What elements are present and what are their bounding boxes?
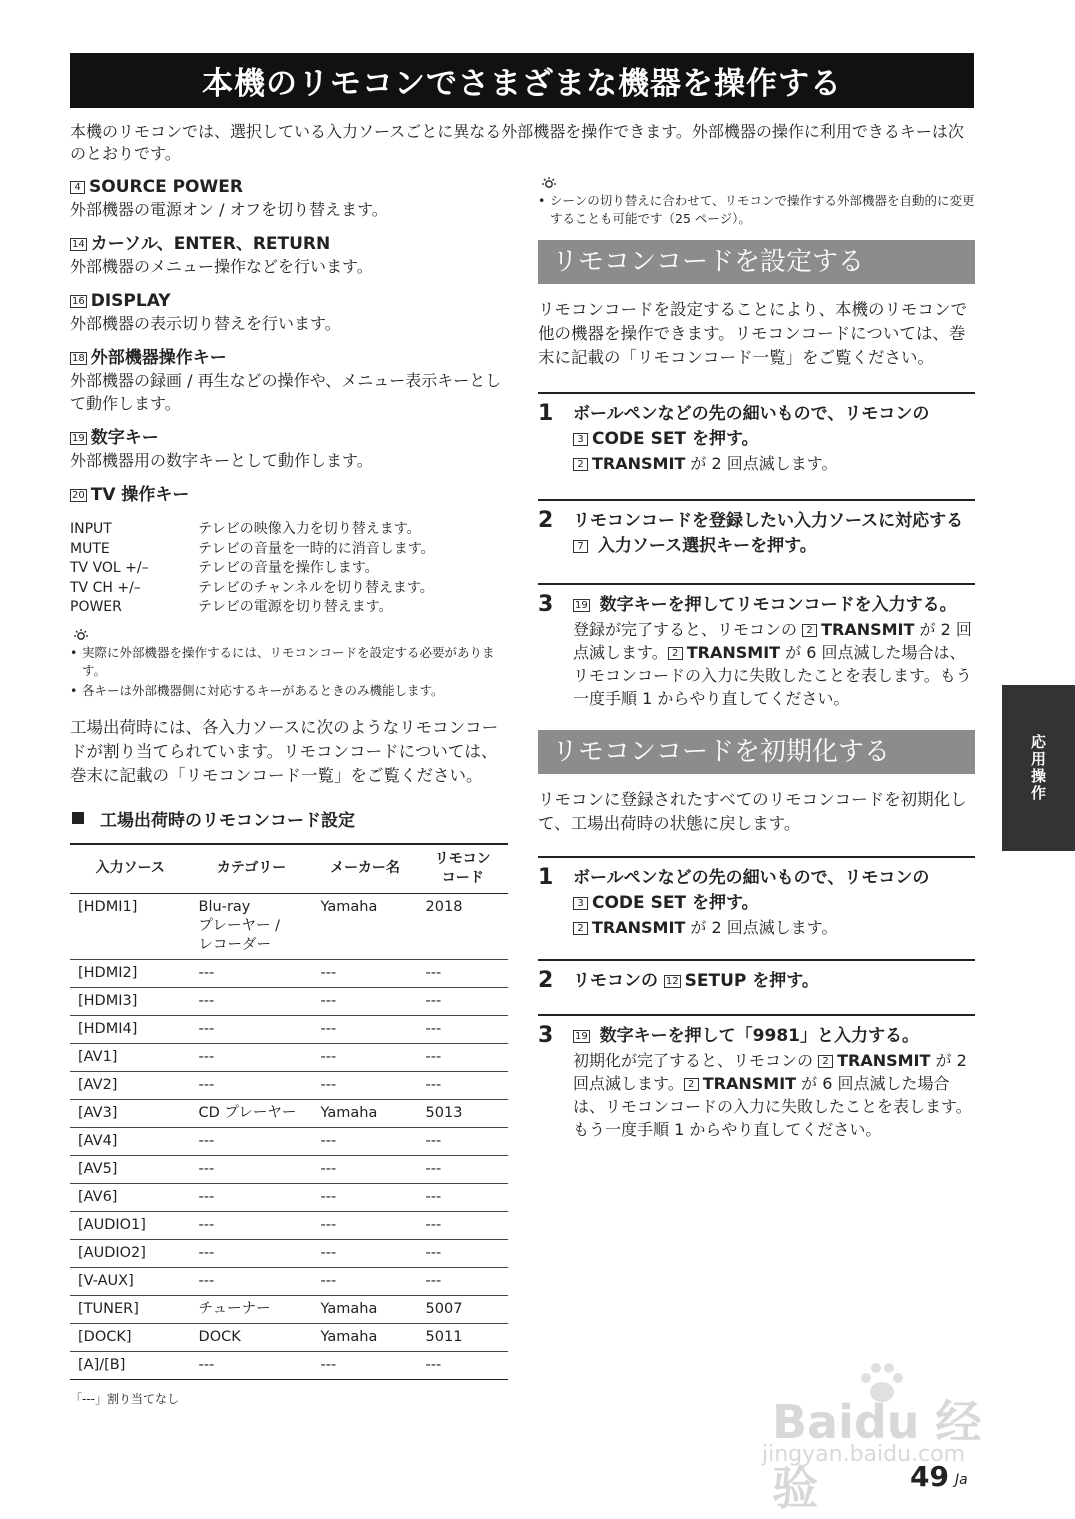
page-number: 49 xyxy=(910,1460,949,1493)
lightbulb-hint-icon xyxy=(540,176,558,190)
table-cell: --- xyxy=(418,1127,508,1155)
table-cell: --- xyxy=(313,987,418,1015)
watermark-text: Baidu 经验 xyxy=(772,1395,982,1515)
key-number-icon: 2 xyxy=(818,1055,833,1068)
tv-key-name: TV CH +/– xyxy=(70,579,141,596)
step-number: 2 xyxy=(538,968,554,993)
table-cell: --- xyxy=(418,1071,508,1099)
table-body xyxy=(70,893,508,1379)
table-note: 「---」割り当てなし xyxy=(70,1391,179,1406)
key-heading xyxy=(70,427,510,449)
table-cell: --- xyxy=(313,1015,418,1043)
table-row xyxy=(70,1155,508,1183)
table-cell: --- xyxy=(313,1155,418,1183)
table-cell: --- xyxy=(418,1183,508,1211)
table-header-cell: 入力ソース xyxy=(70,844,191,894)
step xyxy=(538,959,975,994)
key-number-icon: 2 xyxy=(668,647,683,660)
section-heading-reset: リモコンコードを初期化する xyxy=(538,730,975,774)
table-header-row xyxy=(70,844,508,894)
table-cell: [AV4] xyxy=(70,1127,191,1155)
table-cell: 5011 xyxy=(418,1323,508,1351)
square-bullet-icon xyxy=(72,812,84,824)
table-row xyxy=(70,1099,508,1127)
step-title: 19 数字キーを押してリモコンコードを入力する。 xyxy=(575,595,957,615)
table-row xyxy=(70,1323,508,1351)
key-number-icon: 7 xyxy=(573,540,588,553)
key-label: TV 操作キー xyxy=(90,485,190,505)
tv-key-desc: テレビの音量を操作します。 xyxy=(198,560,379,576)
key-label: カーソル、ENTER、RETURN xyxy=(90,234,331,254)
key-label: 数字キー xyxy=(90,428,159,448)
table-cell: --- xyxy=(191,1267,313,1295)
table-row xyxy=(70,1043,508,1071)
key-heading xyxy=(70,176,510,198)
table-cell: --- xyxy=(191,1015,313,1043)
table-cell: --- xyxy=(191,1043,313,1071)
table-row xyxy=(70,959,508,987)
lightbulb-hint-icon xyxy=(72,628,90,642)
table-cell: 5013 xyxy=(418,1099,508,1127)
side-tab-label: 応用操作 xyxy=(1029,734,1047,802)
table-cell: --- xyxy=(418,1015,508,1043)
step-description: 登録が完了すると、リモコンの 2 TRANSMIT が 2 回点滅します。 2 TRANSMIT が 6 回点滅した場合は、リモコンコードの入力に失敗したことを表します。もう一度手順 1 からやり直してください。 xyxy=(573,620,972,708)
key-heading xyxy=(70,233,510,255)
key-item xyxy=(70,290,510,335)
table-header-cell: カテゴリー xyxy=(191,844,313,894)
key-number-icon: 20 xyxy=(72,490,85,501)
table-cell: [AV6] xyxy=(70,1183,191,1211)
page-title: 本機のリモコンでさまざまな機器を操作する xyxy=(70,53,974,108)
table-cell: --- xyxy=(418,987,508,1015)
table-cell: Yamaha xyxy=(313,1323,418,1351)
step-title: 19 数字キーを押して「9981」と入力する。 xyxy=(575,1026,919,1046)
key-number-icon: 2 xyxy=(573,922,588,935)
key-number-icon: 2 xyxy=(573,458,588,471)
table-cell: --- xyxy=(191,1127,313,1155)
table-heading-text: 工場出荷時のリモコンコード設定 xyxy=(100,810,355,831)
table-cell: [AV1] xyxy=(70,1043,191,1071)
table-cell: [AV5] xyxy=(70,1155,191,1183)
table-cell: --- xyxy=(418,1155,508,1183)
table-cell: --- xyxy=(191,1155,313,1183)
step xyxy=(538,583,975,710)
step-number: 2 xyxy=(538,508,554,533)
key-number-icon: 3 xyxy=(573,897,588,910)
factory-paragraph: 工場出荷時には、各入力ソースに次のようなリモコンコードが割り当てられています。リモコンコードについては、巻末に記載の「リモコンコード一覧」をご覧ください。 xyxy=(70,717,499,785)
key-number-icon: 12 xyxy=(665,976,679,987)
table-cell: [DOCK] xyxy=(70,1323,191,1351)
table-row xyxy=(70,893,508,959)
table-cell: 5007 xyxy=(418,1295,508,1323)
table-row xyxy=(70,1015,508,1043)
table-cell: [AUDIO1] xyxy=(70,1211,191,1239)
tv-key-desc: テレビのチャンネルを切り替えます。 xyxy=(198,579,434,596)
table-cell: --- xyxy=(191,1239,313,1267)
key-heading xyxy=(70,290,510,312)
key-item xyxy=(70,427,510,472)
key-number-icon: 19 xyxy=(575,1031,588,1042)
step-title: ボールペンなどの先の細いもので、リモコンの 3 CODE SET を押す。 xyxy=(573,868,930,913)
table-cell: --- xyxy=(418,959,508,987)
hint-list xyxy=(70,644,510,700)
table-cell: --- xyxy=(191,1183,313,1211)
tv-key-desc: テレビの音量を一時的に消音します。 xyxy=(198,540,435,557)
side-tab xyxy=(1002,685,1075,851)
table-header-cell: リモコン コード xyxy=(418,844,508,894)
tv-key-row xyxy=(70,540,510,560)
tv-key-row xyxy=(70,520,510,540)
step-number: 1 xyxy=(538,401,554,426)
table-cell: --- xyxy=(418,1351,508,1379)
table-cell: --- xyxy=(313,1267,418,1295)
key-label: SOURCE POWER xyxy=(89,177,243,197)
key-item xyxy=(70,347,510,415)
table-row xyxy=(70,1183,508,1211)
table-cell: [V-AUX] xyxy=(70,1267,191,1295)
table-cell: チューナー xyxy=(191,1295,313,1323)
step-description: 2 TRANSMIT が 2 回点滅します。 xyxy=(573,916,975,939)
table-cell: --- xyxy=(313,1043,418,1071)
table-cell: [HDMI2] xyxy=(70,959,191,987)
key-heading xyxy=(70,347,510,369)
step xyxy=(538,392,975,475)
key-number-icon: 14 xyxy=(72,239,85,250)
hint-item: • 実際に外部機器を操作するには、リモコンコードを設定する必要があります。 xyxy=(70,644,510,680)
right-column xyxy=(538,176,975,1141)
table-cell: --- xyxy=(313,959,418,987)
table-cell: --- xyxy=(313,1351,418,1379)
hint-item: • 各キーは外部機器側に対応するキーがあるときのみ機能します。 xyxy=(70,682,510,700)
key-heading xyxy=(70,484,510,506)
table-cell: --- xyxy=(313,1183,418,1211)
hint-item: • シーンの切り替えに合わせて、リモコンで操作する外部機器を自動的に変更することも可能です（25 ページ）。 xyxy=(538,192,975,228)
key-item xyxy=(70,176,510,221)
step-number: 1 xyxy=(538,865,554,890)
remote-code-table xyxy=(70,843,508,1380)
tv-key-name: INPUT xyxy=(70,521,112,537)
table-cell: --- xyxy=(191,1211,313,1239)
table-cell: --- xyxy=(191,959,313,987)
table-cell: --- xyxy=(313,1239,418,1267)
key-number-icon: 16 xyxy=(72,296,85,307)
section-paragraph: リモコンに登録されたすべてのリモコンコードを初期化して、工場出荷時の状態に戻します。 xyxy=(538,790,967,833)
table-cell: Yamaha xyxy=(313,893,418,959)
table-cell: --- xyxy=(313,1211,418,1239)
table-cell: --- xyxy=(418,1239,508,1267)
section-heading-set: リモコンコードを設定する xyxy=(538,240,975,284)
key-item xyxy=(70,233,510,278)
table-cell: 2018 xyxy=(418,893,508,959)
key-number-icon: 3 xyxy=(573,433,588,446)
page-language: Ja xyxy=(955,1472,968,1488)
table-row xyxy=(70,987,508,1015)
key-description: 外部機器の録画 / 再生などの操作や、メニュー表示キーとして動作します。 xyxy=(70,371,502,413)
step-description: 2 TRANSMIT が 2 回点滅します。 xyxy=(573,452,975,475)
step-title: ボールペンなどの先の細いもので、リモコンの 3 CODE SET を押す。 xyxy=(573,404,930,449)
step xyxy=(538,1014,975,1141)
table-row xyxy=(70,1211,508,1239)
key-description: 外部機器のメニュー操作などを行います。 xyxy=(70,257,373,276)
table-cell: --- xyxy=(191,1351,313,1379)
table-row xyxy=(70,1239,508,1267)
key-number-icon: 18 xyxy=(72,353,85,364)
table-heading xyxy=(70,806,510,831)
table-cell: [AV3] xyxy=(70,1099,191,1127)
tv-key-name: TV VOL +/– xyxy=(70,560,149,576)
tv-key-desc: テレビの電源を切り替えます。 xyxy=(198,599,393,615)
key-label: DISPLAY xyxy=(90,291,171,311)
intro-text: 本機のリモコンでは、選択している入力ソースごとに異なる外部機器を操作できます。外部機器の操作に利用できるキーは次のとおりです。 xyxy=(70,122,964,163)
tv-key-name: POWER xyxy=(70,599,122,615)
table-row xyxy=(70,1267,508,1295)
hint-list xyxy=(538,192,975,228)
table-cell: --- xyxy=(313,1127,418,1155)
watermark-url: jingyan.baidu.com xyxy=(762,1442,966,1467)
key-description: 外部機器の電源オン / オフを切り替えます。 xyxy=(70,200,388,219)
table-cell: --- xyxy=(418,1043,508,1071)
key-number-icon: 2 xyxy=(684,1078,699,1091)
table-cell: Blu-ray プレーヤー / レコーダー xyxy=(191,893,313,959)
table-cell: [A]/[B] xyxy=(70,1351,191,1379)
table-cell: [TUNER] xyxy=(70,1295,191,1323)
table-cell: [HDMI3] xyxy=(70,987,191,1015)
section-paragraph: リモコンコードを設定することにより、本機のリモコンで他の機器を操作できます。リモコンコードについては、巻末に記載の「リモコンコード一覧」をご覧ください。 xyxy=(538,300,967,367)
table-cell: DOCK xyxy=(191,1323,313,1351)
tv-key-desc: テレビの映像入力を切り替えます。 xyxy=(198,521,421,537)
key-number-icon: 2 xyxy=(802,624,817,637)
step xyxy=(538,856,975,939)
tv-key-name: MUTE xyxy=(70,540,110,557)
step-title: リモコンコードを登録したい入力ソースに対応する 7 入力ソース選択キーを押す。 xyxy=(573,511,964,556)
table-row xyxy=(70,1295,508,1323)
table-cell: --- xyxy=(418,1211,508,1239)
tv-key-row xyxy=(70,559,510,579)
key-description: 外部機器の表示切り替えを行います。 xyxy=(70,314,341,333)
table-header-cell: メーカー名 xyxy=(313,844,418,894)
key-label: 外部機器操作キー xyxy=(90,348,227,368)
step-description: 初期化が完了すると、リモコンの 2 TRANSMIT が 2 回点滅します。 2 TRANSMIT が 6 回点滅した場合は、リモコンコードの入力に失敗したことを表します。もう一度手順 1 からやり直してください。 xyxy=(573,1051,972,1139)
key-number-icon: 19 xyxy=(72,433,85,444)
key-number-icon: 19 xyxy=(575,600,588,611)
key-item xyxy=(70,484,510,506)
tv-key-row xyxy=(70,579,510,599)
step-number: 3 xyxy=(538,592,554,617)
step xyxy=(538,499,975,559)
table-cell: [HDMI1] xyxy=(70,893,191,959)
table-cell: [AV2] xyxy=(70,1071,191,1099)
left-column xyxy=(70,176,510,1407)
tv-key-table xyxy=(70,520,510,618)
table-cell: Yamaha xyxy=(313,1295,418,1323)
key-description: 外部機器用の数字キーとして動作します。 xyxy=(70,451,373,470)
table-cell: [HDMI4] xyxy=(70,1015,191,1043)
table-row xyxy=(70,1351,508,1379)
table-row xyxy=(70,1127,508,1155)
table-cell: --- xyxy=(191,1071,313,1099)
table-cell: [AUDIO2] xyxy=(70,1239,191,1267)
table-row xyxy=(70,1071,508,1099)
table-cell: --- xyxy=(313,1071,418,1099)
table-cell: CD プレーヤー xyxy=(191,1099,313,1127)
step-number: 3 xyxy=(538,1023,554,1048)
step-title: リモコンの 12 SETUP を押す。 xyxy=(573,971,819,991)
tv-key-row xyxy=(70,598,510,618)
table-cell: Yamaha xyxy=(313,1099,418,1127)
table-cell: --- xyxy=(418,1267,508,1295)
table-cell: --- xyxy=(191,987,313,1015)
key-number-icon: 4 xyxy=(70,181,85,194)
